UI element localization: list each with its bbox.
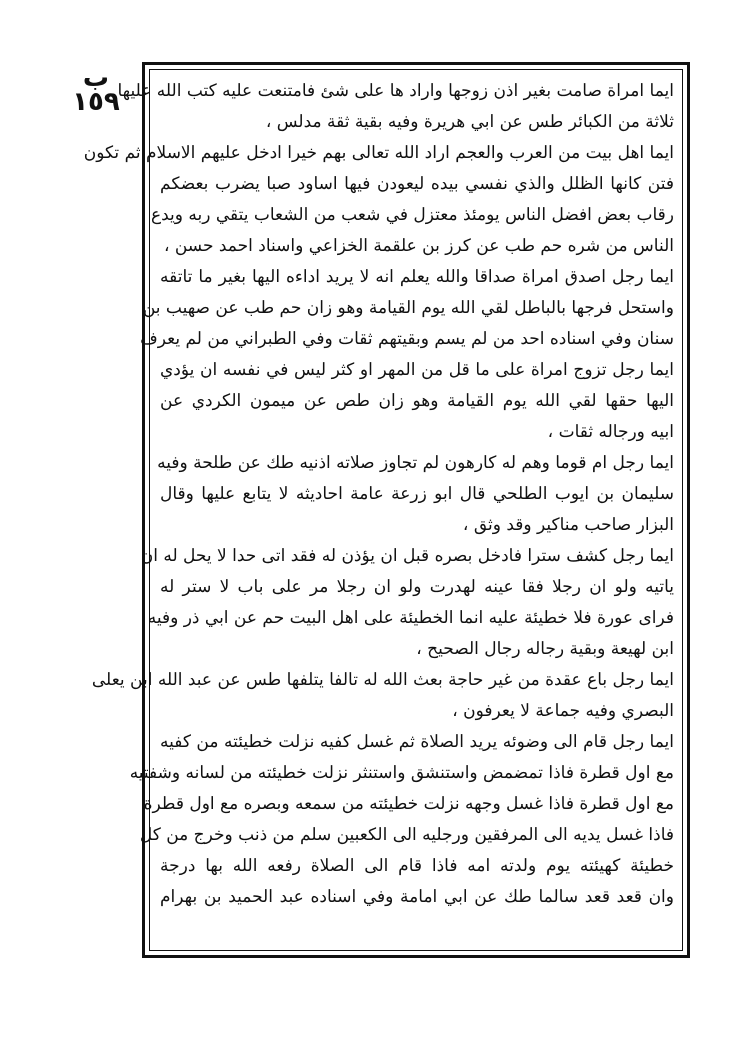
manuscript-line: ايما رجل اصدق امراة صداقا والله يعلم انه لا يريد اداءه اليها بغير ما تاتقه — [160, 267, 674, 287]
manuscript-line: البصري وفيه جماعة لا يعرفون ، — [452, 701, 674, 721]
manuscript-line: البزار صاحب مناكير وقد وثق ، — [462, 515, 674, 535]
folio-letter: ب — [82, 63, 110, 93]
manuscript-line: واستحل فرجها بالباطل لقي الله يوم القيامة وهو زان حم طب عن صهيب بن — [142, 298, 674, 318]
manuscript-line: الناس من شره حم طب عن كرز بن علقمة الخزاعي واسناد احمد حسن ، — [163, 236, 674, 256]
manuscript-line: ابيه ورجاله ثقات ، — [547, 422, 674, 442]
manuscript-line: ابن لهيعة وبقية رجاله رجال الصحيح ، — [416, 639, 674, 659]
manuscript-line: ايما رجل ام قوما وهم له كارهون لم تجاوز صلاته اذنيه طك عن طلحة وفيه — [157, 453, 674, 473]
manuscript-line: مع اول قطرة فاذا تمضمض واستنشق واستنثر نزلت خطيئته من لسانه وشفتيه — [129, 763, 674, 783]
manuscript-line: سليمان بن ايوب الطلحي قال ابو زرعة عامة احاديثه لا يتابع عليها وقال — [160, 484, 674, 504]
manuscript-line: ايما امراة صامت بغير اذن زوجها واراد ها على شئ فامتنعت عليه كتب الله عليها — [117, 81, 674, 101]
manuscript-line: فاذا غسل يديه الى المرفقين ورجليه الى الكعبين سلم من ذنب وخرج من كل — [139, 825, 674, 845]
manuscript-line: مع اول قطرة فاذا غسل وجهه نزلت خطيئته من سمعه وبصره مع اول قطرة — [143, 794, 674, 814]
manuscript-line: رقاب بعض افضل الناس يومئذ معتزل في شعب من الشعاب يتقي ربه ويدع — [150, 205, 674, 225]
manuscript-line: ياتيه ولو ان رجلا فقا عينه لهدرت ولو ان رجلا مر على باب لا ستر له — [160, 577, 674, 597]
manuscript-line: ايما رجل تزوج امراة على ما قل من المهر او كثر ليس في نفسه ان يؤدي — [160, 360, 674, 380]
manuscript-line: ايما رجل كشف سترا فادخل بصره قبل ان يؤذن له فقد اتى حدا لا يحل له ان — [140, 546, 674, 566]
manuscript-line: فراى عورة فلا خطيئة عليه انما الخطيئة على اهل البيت حم عن ابي ذر وفيه — [147, 608, 674, 628]
manuscript-line: خطيئة كهيئته يوم ولدته امه فاذا قام الى الصلاة رفعه الله بها درجة — [160, 856, 674, 876]
manuscript-line: اليها حقها لقي الله يوم القيامة وهو زان طص عن ميمون الكردي عن — [160, 391, 674, 411]
manuscript-line: ايما رجل باع عقدة من غير حاجة بعث الله له تالفا يتلفها طس عن عبد الله ابن يعلى — [91, 670, 674, 690]
manuscript-line: ايما اهل بيت من العرب والعجم اراد الله تعالى بهم خيرا ادخل عليهم الاسلام ثم تكون — [83, 143, 674, 163]
manuscript-line: ثلاثة من الكبائر طس عن ابي هريرة وفيه بقية ثقة مدلس ، — [265, 112, 674, 132]
manuscript-line: وان قعد قعد سالما طك عن ابي امامة وفي اسناده عبد الحميد بن بهرام — [160, 887, 674, 907]
folio-numeral: ١٥٩ — [72, 87, 120, 117]
manuscript-line: ايما رجل قام الى وضوئه يريد الصلاة ثم غسل كفيه نزلت خطيئته من كفيه — [160, 732, 674, 752]
manuscript-line: سنان وفي اسناده احد من لم يسم وبقيتهم ثقات وفي الطبراني من لم يعرف — [140, 329, 674, 349]
manuscript-line: فتن كانها الظلل والذي نفسي بيده ليعودن فيها اساود صبا يضرب بعضكم — [160, 174, 675, 194]
